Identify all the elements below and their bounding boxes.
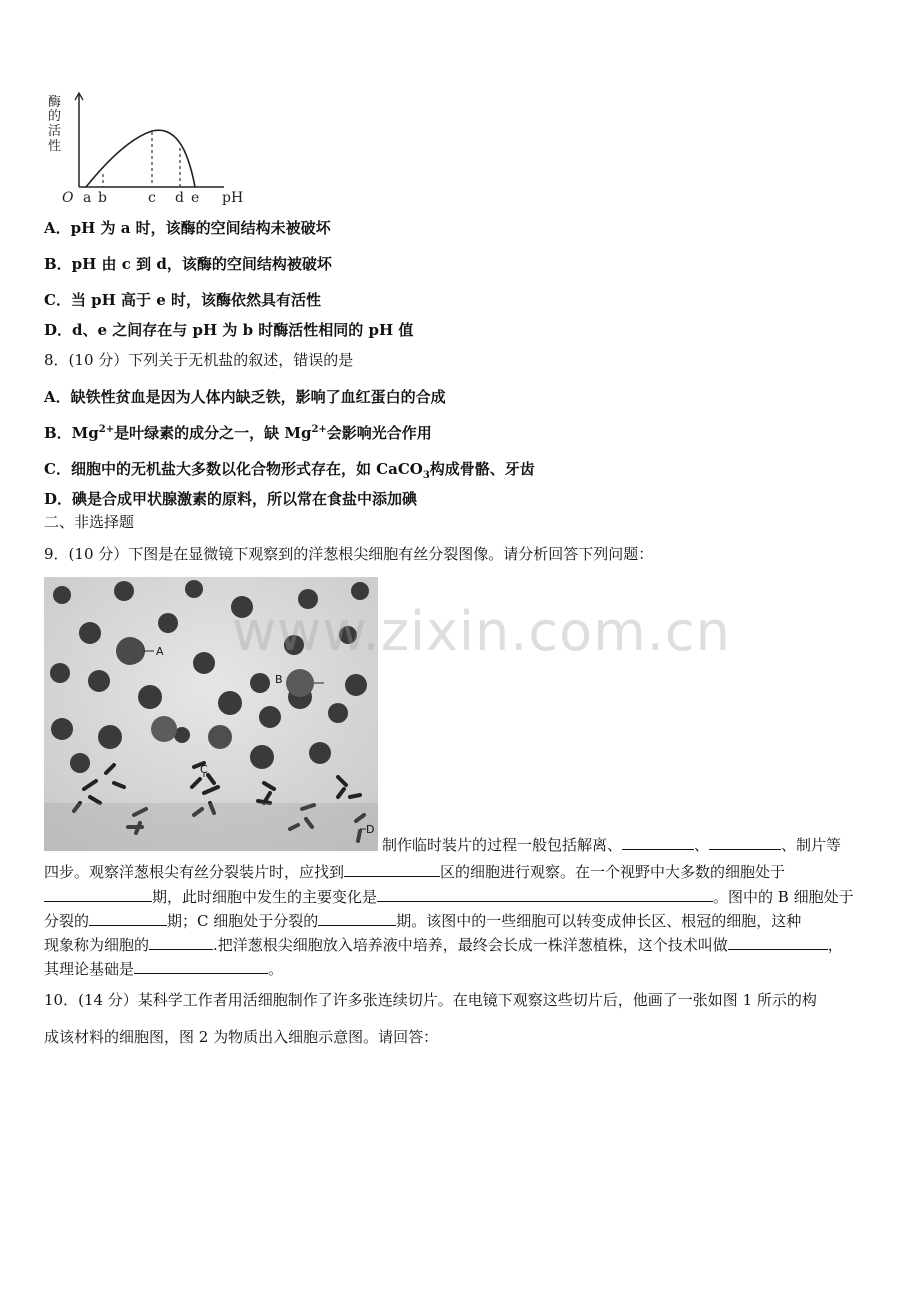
answer-blank-5[interactable] [377,887,713,902]
q8-b-sup2: 2+ [311,424,327,435]
answer-blank-8[interactable] [149,935,213,950]
q8-b-post: 会影响光合作用 [326,424,432,442]
q8-b-sup1: 2+ [98,424,115,435]
q9-text-12: .把洋葱根尖细胞放入培养液中培养，最终会长成一株洋葱植株，这个技术叫做 [213,936,728,954]
graph-ylabel-3: 活 [48,124,62,139]
q8-option-c [44,459,535,479]
answer-blank-4[interactable] [44,887,152,902]
answer-blank-6[interactable] [89,911,167,926]
section-heading: 二、非选择题 [44,513,135,531]
graph-tick-c: c [148,190,156,206]
answer-blank-3[interactable] [344,862,440,877]
q9-text-7: 。图中的 B 细胞处于 [713,888,854,906]
q9-line-6 [44,959,283,979]
graph-tick-a: a [83,190,92,206]
q9-text-14: 其理论基础是 [44,960,135,978]
q9-line-4 [44,911,801,931]
answer-blank-10[interactable] [134,959,268,974]
q10-line-2: 成该材料的细胞图，图 2 为物质出入细胞示意图。请回答： [44,1028,439,1046]
q9-text-3: 、制片等 [781,836,842,854]
cell-label-a: A [156,645,164,658]
q9-line-2 [44,862,785,882]
graph-ylabel-4: 性 [48,139,62,154]
q9-text-4: 四步。观察洋葱根尖有丝分裂装片时，应找到 [44,863,345,881]
q9-text-6: 期，此时细胞中发生的主要变化是 [152,888,378,906]
q7-option-c: C．当 pH 高于 e 时，该酶依然具有活性 [44,291,322,309]
q9-text-15: 。 [268,960,284,978]
graph-tick-d: d [175,190,184,206]
graph-tick-e: e [191,190,200,206]
cell-label-d: D [366,823,375,836]
answer-blank-2[interactable] [709,835,781,850]
q8-b-pre: B．Mg [44,424,99,442]
q9-text-5: 区的细胞进行观察。在一个视野中大多数的细胞处于 [440,863,786,881]
graph-xlabel: pH [222,190,244,206]
q8-stem: 8．(10 分）下列关于无机盐的叙述，错误的是 [44,351,354,369]
q8-option-b [44,423,432,443]
q10-line-1: 10．(14 分）某科学工作者用活细胞制作了许多张连续切片。在电镜下观察这些切片后，他画了一张如图 1 所示的构 [44,991,817,1009]
q9-text-9: 期；C 细胞处于分裂的 [167,912,319,930]
q8-option-d: D．碘是合成甲状腺激素的原料，所以常在食盐中添加碘 [44,490,418,508]
enzyme-activity-graph [44,90,249,208]
q7-option-d: D．d、e 之间存在与 pH 为 b 时酶活性相同的 pH 值 [44,321,414,339]
graph-tick-b: b [98,190,107,206]
q9-line-1 [382,835,841,855]
q8-c-pre: C．细胞中的无机盐大多数以化合物形式存在，如 CaCO [44,460,423,478]
q9-line-3 [44,887,854,907]
q9-text-11: 现象称为细胞的 [44,936,150,954]
cell-label-c: C [200,763,208,776]
q8-c-sub: 3 [422,470,430,481]
q9-stem: 9．(10 分）下图是在显微镜下观察到的洋葱根尖细胞有丝分裂图像。请分析回答下列问题： [44,545,654,563]
graph-ylabel-1: 酶 [48,95,62,110]
activity-curve [86,130,195,187]
graph-origin: O [62,190,74,206]
answer-blank-7[interactable] [318,911,396,926]
watermark: www.zixin.com.cn [232,600,731,663]
q9-text-13: ， [827,936,843,954]
answer-blank-1[interactable] [622,835,694,850]
q9-text-10: 期。该图中的一些细胞可以转变成伸长区、根冠的细胞，这种 [396,912,802,930]
answer-blank-9[interactable] [728,935,828,950]
q8-c-post: 构成骨骼、牙齿 [429,460,535,478]
q8-option-a: A．缺铁性贫血是因为人体内缺乏铁，影响了血红蛋白的合成 [44,388,446,406]
q7-option-a: A．pH 为 a 时，该酶的空间结构未被破坏 [44,219,331,237]
q9-text-1: 制作临时装片的过程一般包括解离、 [382,836,623,854]
cell-label-b: B [275,673,283,686]
q9-text-8: 分裂的 [44,912,90,930]
q9-line-5 [44,935,843,955]
graph-ylabel-2: 的 [48,109,62,124]
q9-text-2: 、 [694,836,710,854]
q7-option-b: B．pH 由 c 到 d，该酶的空间结构被破坏 [44,255,332,273]
q8-b-mid: 是叶绿素的成分之一，缺 Mg [114,424,312,442]
